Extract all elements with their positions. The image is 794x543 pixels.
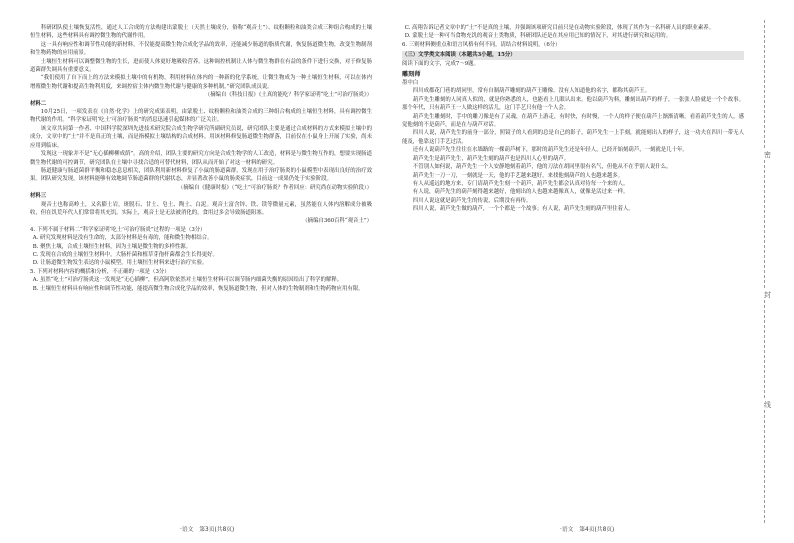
story-paragraph: 葫芦先生一刀一刀，一刻就是一天，他的手艺越来越好，来找他刻葫芦的人也越来越多。	[412, 172, 624, 179]
option: B. 土壤恒生材料具有响应性和调节性功能，能提高微生物合成化学品的效率，恢复肠道微生物，但对人体的生物制剂和生物药物应用有限。	[32, 285, 364, 292]
story-paragraph: 四川人说，葫芦先生做的葫芦，一个个都是一个故事；有人说，葫芦先生刻的葫芦里住着人。	[412, 206, 634, 213]
story-paragraphs	[402, 87, 744, 213]
paragraph: （摘编自《科技日报》《土真的能吃？科学家证明“吃土”可治疗肠炎》）	[204, 92, 372, 99]
story-paragraph: 还有人说葫芦先生往往在水墙路的一棵葫芦树下，那时的葫芦先生还是年轻人，已经开始刻葫芦，一刻就是几十年。	[412, 147, 688, 154]
gutter-label-xian: 线	[764, 401, 771, 409]
story-paragraph: 四川人说，葫芦先生的前身一部分，照镜子的人看到的总是自己的影子，葫芦先生一上手刻，就能刻出人的样子，这一功夫在四川一带无人能及，他靠这门手艺过活。	[402, 130, 744, 145]
story-paragraph: 葫芦先生是葫芦先生，葫芦先生刻的葫芦也是四川人心里的葫芦。	[412, 155, 570, 162]
paragraph: （摘编自《健康时报》（“吃土”可治疗肠炎？作者回应：研究尚在动物实验阶段））	[177, 184, 372, 191]
gutter-label-mi: 密	[764, 151, 771, 159]
paragraph: 土壤恒生材料可以调整微生物的生长，进而使人体更好地吸收营养。这种调控机制让人体与微生物群在有益的条件下进行交换，对于修复肠道菌群失调具有重要意义。	[30, 58, 372, 74]
option: A. 研究发现材料是没有生命的，太部分材料是有毒的，能和微生物相结合。	[32, 235, 213, 242]
paragraph: 该文章共同第一作者、中国科学院深圳先进技术研究院合成生物学研究所副研究员说，研究团队主要是通过合成材料的方式来模拟土壤中的成分，文章中的“土”并不是真正的土壤，而是指模拟土壤结构的合成材料。用该材料修复肠道微生物群落，目前仅在小鼠身上开展了实验，尚未应用到临床。	[30, 125, 372, 149]
paragraph: 10月25日，一项发表在《自然·化学》上的研究成果表明，由蒙脱土、纹粉颗粒和油类合成的三种组合构成的土壤恒生材料，具有调控微生物代谢的作用。“科学家证明‘吃土’可治疗肠炎”的消息迅速引起媒体的广泛关注。	[30, 109, 372, 124]
paragraph: “我们使用了自下而上的方法来模拟土壤中的有机物，利用材料在体内的一种新的化学系统，让微生物成为一种土壤恒生材料，可以在体内增殖微生物代谢和提高生物利用度，来调控宿主体内微生物代谢与健康的多种机制。”研究团队成员说。	[30, 75, 372, 90]
page-footer-right: ·语文 第4页(共8页)	[560, 527, 615, 533]
story-title: 雕刻师	[402, 71, 421, 79]
story-paragraph: 葫芦先生雕刻时，手中的雕刀像是有了灵魂，在葫芦上游走，有时快，有时慢，一个人的样子便在葫芦上渐渐清晰。看着葫芦先生的人，感觉他刻的不是葫芦，而是在与葫芦对话。	[402, 113, 744, 129]
story-author: 墨中白	[402, 80, 419, 87]
binding-line	[764, 20, 766, 523]
material2-title: 材料二	[30, 100, 47, 107]
question-5: 5. 下列对材料内容的概括和分析，不正确的一项是（3分）	[30, 268, 170, 275]
material3-paragraphs	[30, 201, 372, 226]
paragraph: （摘编自360百科“观音土”）	[302, 218, 372, 225]
story-paragraph: 不管别人如何说，葫芦先生一个人安静地刻着葫芦，他的刀法在胡同里很有名气，但他从不在乎别人说什么。	[412, 164, 672, 171]
section-heading: （三）文学类文本阅读（本题共3小题，15分）	[402, 51, 744, 59]
right-column	[402, 24, 744, 214]
material1-paragraphs	[30, 24, 372, 100]
story-paragraph: 有人说，葫芦先生的葫芦刻得越来越好，他刻出的人也越来越像真人，就像是活过来一样。	[412, 189, 629, 196]
paragraph: 发现这一现象并不是“无心插柳柳成荫”。高的介绍，团队主要的研究方向是合成生物学的人工改造，材料是与微生物互作的，想要实现肠道微生物代谢的可控调节，研究团队在土壤中寻找合适的可替代材料，团队从而开始了对这一材料的研究。	[30, 151, 372, 166]
page-footer-left: ·语文 第3页(共8页)	[180, 527, 235, 533]
option: C. 高翔告诉记者文章中的“土”不是真的土壤，并强调该项研究目前只是在动物实验阶段，体现了其作为一名科研人员的职业素养。	[404, 25, 715, 31]
question-5-continued	[402, 24, 744, 41]
option: B. 聚焦土壤，合成土壤恒生材料，因为土壤是微生物的多样性源。	[32, 243, 192, 250]
paragraph: 科研团队使土壤恢复活性，通过人工合成的方法构建出蒙脱土（天然土壤成分，俗称“观音土”）、纹粉颗粒和油类合成三种组合构成的土壤恒生材料，这些材料具有调控微生物的代谢作用。	[30, 25, 372, 40]
option: A. 虽然“吃土”可治疗肠炎这一发现是“无心插柳”，但高阿欣依然对土壤恒生材料可以调节肠内细菌失衡的原因给出了科学的解释。	[32, 277, 343, 284]
paragraph: 肠道健康与肠道菌群平衡和稳态息息相关，团队利用新材料修复了小鼠的肠道菌群，发现在用于治疗肠炎的小鼠模型中表现出良好的治疗效果。团队研究发现，该材料能够有效地调节肠道菌群的代谢状态，并显著改善小鼠的肠炎症状，目前这一成果仍处于实验阶段。	[30, 167, 372, 183]
question-4: 4. 下列不属于材料二“科学家证明‘吃土’可治疗肠炎”过程的一项是（3分）	[30, 226, 206, 233]
story-paragraph: 葫芦先生雕刻的人同真人似的，就是你熟悉的人，也能看上几眼认出来。他以葫芦为料，雕刻出葫芦的样子，一张张人脸就是一个个故事。那个年代，只有葫芦王一人做这样的活儿，这门手艺只有他一个人会。	[402, 96, 744, 112]
story-paragraph: 四川人说这就是葫芦先生的传说，后期没有再传。	[412, 197, 532, 204]
gutter-label-feng: 封	[764, 291, 771, 299]
option: D. 让肠道微生物发生表达的小鼠模型，用土壤恒生材料来进行治疗实验。	[32, 260, 208, 267]
reading-instruction: 阅读下面的文字，完成7～9题。	[402, 60, 479, 67]
option: C. 发现在合成的土壤恒生材料中，大肠杆菌和植草芽孢杆菌都会生长得更好。	[32, 251, 218, 258]
material2-paragraphs	[30, 108, 372, 192]
option: D. 蒙脱土是一种可当食物充饥的观音土类物质，科研团队还是在其应用已知的情况下，对其进行研究和运用的。	[404, 33, 671, 40]
story-paragraph: 四川成都花门巷的胡同里，常有自制葫芦雕刻的葫芦王雕像。没有人知道他的名字，都称其葫芦王。	[412, 88, 650, 95]
material3-title: 材料三	[30, 193, 47, 200]
paragraph: 观音土也称高岭土，又名膨土岩，斑脱石、甘土、皂土、陶土、白泥。观音土富含锌、铁、镁等微量元素，虽然能在人体内溶解成分被吸收，但在饥荒年代人们常常将其充饥。实际上，观音土是无法被消化的，食用过多会导致肠道阻塞。	[30, 201, 372, 216]
story-paragraph: 有人从遥远的地方来，专门请葫芦先生刻一个葫芦，葫芦先生都会认真对待每一个来的人。	[412, 180, 629, 187]
question-5-options	[30, 276, 372, 293]
question-4-options	[30, 234, 372, 268]
paragraph: 这一具有响应性和调节性功能的新材料，不仅能提高微生物合成化学品的效率，还能减少肠道的脂质代谢，恢复肠道微生物，改变生物制剂和生物药物的应用前景。	[30, 41, 372, 57]
question-6: 6. 三则材料侧重点和语言风格有何不同，请结合材料说明。（6分）	[402, 41, 561, 48]
left-column	[30, 24, 372, 293]
